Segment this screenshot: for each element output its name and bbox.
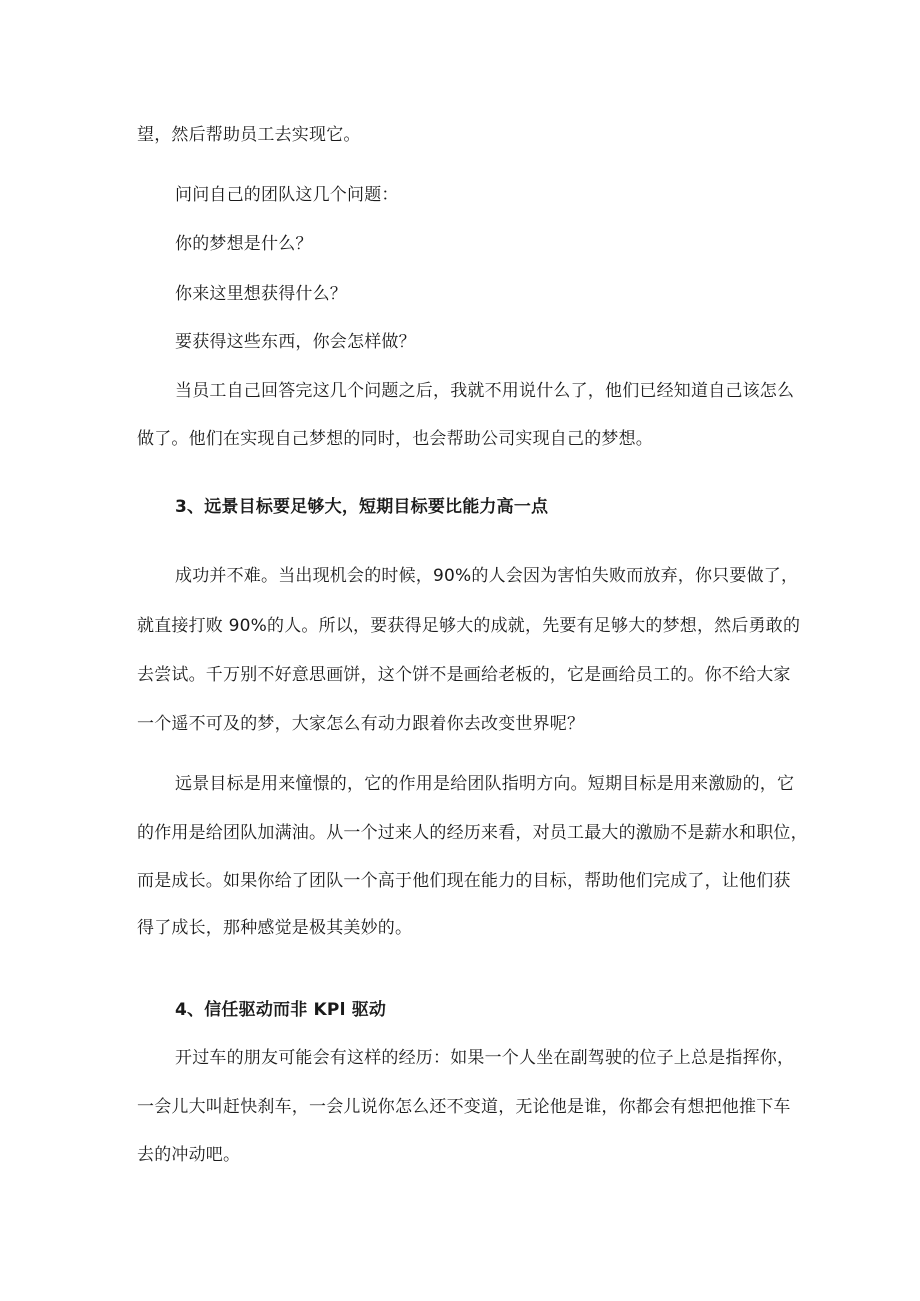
paragraph-line: 的作用是给团队加满油。从一个过来人的经历来看，对员工最大的激励不是薪水和职位，: [137, 823, 808, 843]
paragraph-line: 而是成长。如果你给了团队一个高于他们现在能力的目标，帮助他们完成了，让他们获: [137, 871, 791, 891]
paragraph-line: 你的梦想是什么？: [175, 234, 313, 254]
paragraph-line: 成功并不难。当出现机会的时候，90%的人会因为害怕失败而放弃，你只要做了，: [175, 566, 799, 586]
section-heading-4: 4、信任驱动而非 KPl 驱动: [175, 1000, 387, 1020]
paragraph-line: 得了成长，那种感觉是极其美妙的。: [137, 918, 413, 938]
paragraph-line: 远景目标是用来憧憬的，它的作用是给团队指明方向。短期目标是用来激励的，它: [175, 774, 795, 794]
paragraph-line: 你来这里想获得什么？: [175, 284, 347, 304]
section-heading-3: 3、远景目标要足够大，短期目标要比能力高一点: [175, 497, 549, 517]
paragraph-line: 问问自己的团队这几个问题：: [175, 185, 399, 205]
paragraph-line: 要获得这些东西，你会怎样做？: [175, 332, 416, 352]
paragraph-line: 一会儿大叫赶快刹车，一会儿说你怎么还不变道，无论他是谁，你都会有想把他推下车: [137, 1097, 791, 1117]
paragraph-line: 做了。他们在实现自己梦想的同时，也会帮助公司实现自己的梦想。: [137, 429, 653, 449]
paragraph-line: 去尝试。千万别不好意思画饼，这个饼不是画给老板的，它是画给员工的。你不给大家: [137, 665, 791, 685]
paragraph-line: 去的冲动吧。: [137, 1145, 241, 1165]
paragraph-line: 一个遥不可及的梦，大家怎么有动力跟着你去改变世界呢？: [137, 714, 585, 734]
paragraph-line: 望，然后帮助员工去实现它。: [137, 125, 361, 145]
paragraph-line: 开过车的朋友可能会有这样的经历：如果一个人坐在副驾驶的位子上总是指挥你，: [175, 1048, 795, 1068]
paragraph-line: 当员工自己回答完这几个问题之后，我就不用说什么了，他们已经知道自己该怎么: [175, 381, 795, 401]
paragraph-line: 就直接打败 90%的人。所以，要获得足够大的成就，先要有足够大的梦想，然后勇敢的: [137, 616, 801, 636]
